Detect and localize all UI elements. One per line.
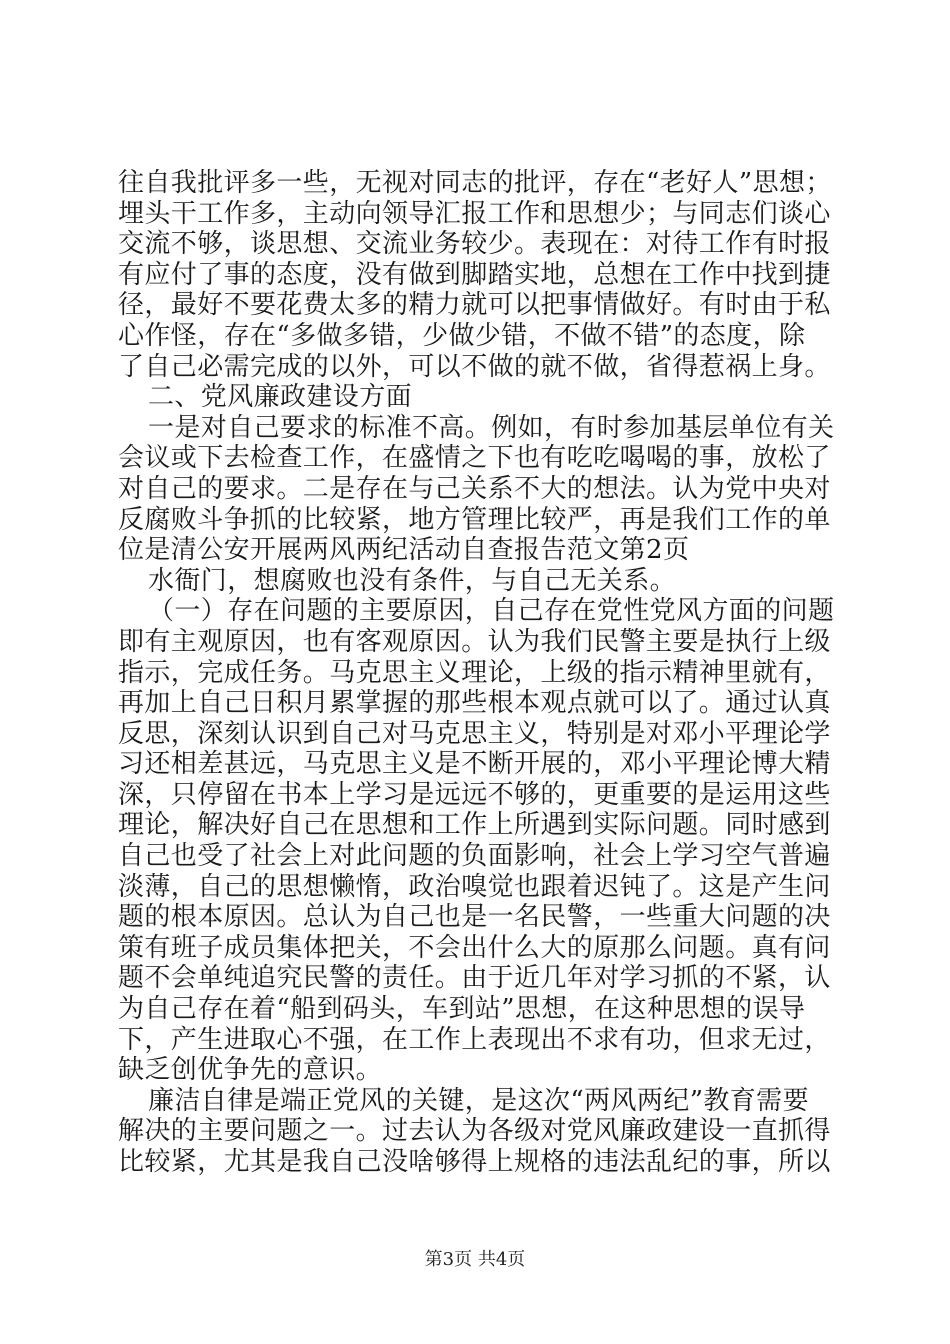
text-line: 水衙门，想腐败也没有条件，与自己无关系。 bbox=[148, 565, 677, 596]
text-line: 心作怪，存在“多做多错，少做少错，不做不错”的态度，除 bbox=[118, 320, 806, 351]
text-line: 策有班子成员集体把关，不会出什么大的原那么问题。真有问 bbox=[118, 932, 831, 963]
text-line: 深，只停留在书本上学习是远远不够的，更重要的是运用这些 bbox=[118, 779, 831, 810]
text-line: 二、党风廉政建设方面 bbox=[148, 382, 413, 413]
text-line: 位是清公安开展两风两纪活动自查报告范文第2页 bbox=[118, 535, 690, 566]
text-line: 淡薄，自己的思想懒惰，政治嗅觉也跟着迟钝了。这是产生问 bbox=[118, 871, 831, 902]
text-line: 理论，解决好自己在思想和工作上所遇到实际问题。同时感到 bbox=[118, 810, 831, 841]
text-line: （一）存在问题的主要原因，自己存在党性党风方面的问题 bbox=[148, 596, 835, 627]
text-line: 往自我批评多一些，无视对同志的批评，存在“老好人”思想； bbox=[118, 168, 832, 198]
text-line: 对自己的要求。二是存在与己关系不大的想法。认为党中央对 bbox=[118, 473, 831, 504]
text-line: 埋头干工作多，主动向领导汇报工作和思想少；与同志们谈心 bbox=[118, 198, 831, 229]
text-line: 题不会单纯追究民警的责任。由于近几年对学习抓的不紧，认 bbox=[118, 963, 831, 994]
text-line: 解决的主要问题之一。过去认为各级对党风廉政建设一直抓得 bbox=[118, 1116, 831, 1147]
text-line: 径，最好不要花费太多的精力就可以把事情做好。有时由于私 bbox=[118, 290, 831, 321]
text-line: 廉洁自律是端正党风的关键，是这次“两风两纪”教育需要 bbox=[148, 1085, 809, 1116]
text-line: 有应付了事的态度，没有做到脚踏实地，总想在工作中找到捷 bbox=[118, 259, 831, 290]
text-line: 缺乏创优争先的意识。 bbox=[118, 1055, 383, 1086]
text-line: 为自己存在着“船到码头，车到站”思想，在这种思想的误导 bbox=[118, 994, 806, 1025]
text-line: 指示，完成任务。马克思主义理论，上级的指示精神里就有， bbox=[118, 657, 831, 688]
text-line: 交流不够，谈思想、交流业务较少。表现在：对待工作有时报 bbox=[118, 229, 831, 260]
text-line: 会议或下去检查工作，在盛情之下也有吃吃喝喝的事，放松了 bbox=[118, 443, 831, 474]
text-line: 下，产生进取心不强，在工作上表现出不求有功，但求无过， bbox=[118, 1024, 831, 1055]
text-line: 再加上自己日积月累掌握的那些根本观点就可以了。通过认真 bbox=[118, 688, 831, 719]
text-line: 题的根本原因。总认为自己也是一名民警，一些重大问题的决 bbox=[118, 902, 831, 933]
page-footer: 第3页 共4页 bbox=[424, 1249, 526, 1270]
text-line: 反腐败斗争抓的比较紧，地方管理比较严，再是我们工作的单 bbox=[118, 504, 831, 535]
text-line: 自己也受了社会上对此问题的负面影响，社会上学习空气普遍 bbox=[118, 841, 831, 872]
text-line: 一是对自己要求的标准不高。例如，有时参加基层单位有关 bbox=[148, 412, 835, 443]
text-line: 比较紧，尤其是我自己没啥够得上规格的违法乱纪的事，所以 bbox=[118, 1147, 831, 1177]
document-body bbox=[118, 168, 838, 1178]
text-line: 即有主观原因，也有客观原因。认为我们民警主要是执行上级 bbox=[118, 626, 831, 657]
text-line: 了自己必需完成的以外，可以不做的就不做，省得惹祸上身。 bbox=[118, 351, 831, 382]
text-line: 反思，深刻认识到自己对马克思主义，特别是对邓小平理论学 bbox=[118, 718, 831, 749]
text-line: 习还相差甚远，马克思主义是不断开展的，邓小平理论博大精 bbox=[118, 749, 831, 780]
